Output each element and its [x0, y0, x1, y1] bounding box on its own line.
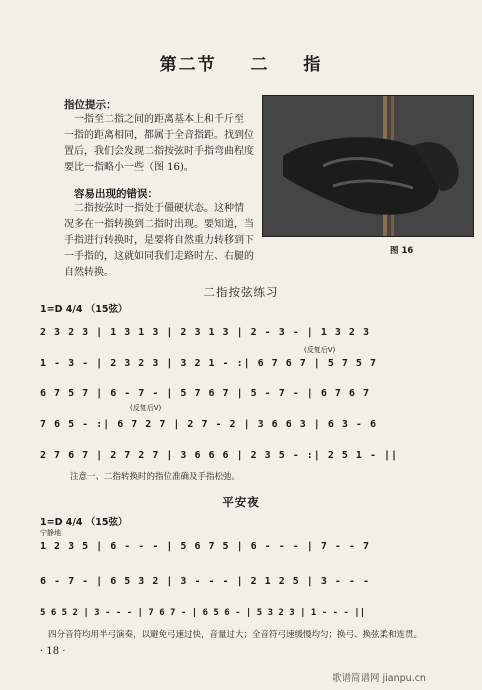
tips-paragraph: [64, 112, 260, 176]
repeat-mark: (反复后V): [304, 346, 336, 354]
repeat-mark: (反复后V): [130, 404, 162, 412]
section-title: [0, 50, 482, 75]
exercise-key: 1=D 4/4 （15弦）: [40, 304, 128, 315]
section-word-1: 二: [250, 55, 270, 75]
exercise-row: 1 - 3 - | 2 3 2 3 | 3 2 1 - :| 6 7 6 7 | 5 7 5 7: [40, 358, 377, 369]
song-note: 四分音符均用半弓演奏，以避免弓速过快，音量过大；全音符弓速缓慢均匀；换弓、换弦柔和连贯。: [48, 630, 423, 640]
errors-title: 容易出现的错误：: [74, 188, 158, 200]
section-word-2: 指: [303, 55, 323, 75]
tips-line: 一指的距离相同，都属于全音指距。找到位: [64, 130, 254, 141]
hand-photo: [262, 95, 474, 237]
exercise-row: 6 7 5 7 | 6 - 7 - | 5 7 6 7 | 5 - 7 - | 6 7 6 7: [40, 388, 370, 399]
errors-paragraph: [64, 201, 260, 281]
song-row: 6 - 7 - | 6 5 3 2 | 3 - - - | 2 1 2 5 | 3 - - -: [40, 576, 370, 587]
exercise-note: 注意一、二指转换时的指位准确及手指松弛。: [70, 472, 241, 482]
errors-line: 手指进行转换时，是要将自然重力转移到下: [64, 235, 254, 246]
exercise-title: 二指按弦练习: [203, 285, 279, 299]
song-row: 5 6 5 2 | 3 - - - | 7 6 7 - | 6 5 6 - | 5 3 2 3 | 1 - - - ||: [40, 608, 366, 618]
errors-line: 自然转换。: [64, 267, 114, 278]
song-title: 平安夜: [222, 495, 260, 509]
tips-line: 要比一指略小一些（图 16)。: [64, 162, 194, 173]
exercise-row: 2 3 2 3 | 1 3 1 3 | 2 3 1 3 | 2 - 3 - | 1 3 2 3: [40, 327, 370, 338]
tips-line: 置后，我们会发现二指按弦时手指弯曲程度: [64, 146, 254, 157]
errors-line: 二指按弦时一指处于僵硬状态。这种情: [74, 203, 244, 214]
figure-caption: 图 16: [390, 246, 414, 256]
section-number: 第二节: [159, 55, 217, 75]
page-number: · 18 ·: [40, 646, 66, 657]
errors-line: 一手指的，这就如同我们走路时左、右腿的: [64, 251, 254, 262]
song-key: 1=D 4/4 （15弦）: [40, 517, 128, 528]
errors-line: 况多在一指转换到二指时出现。要知道，当: [64, 219, 254, 230]
tips-title: 指位提示：: [64, 99, 117, 111]
hand-photo-icon: [263, 96, 473, 236]
song-row: 1 2 3 5 | 6 - - - | 5 6 7 5 | 6 - - - | 7 - - 7: [40, 541, 370, 552]
exercise-row: 7 6 5 - :| 6 7 2 7 | 2 7 - 2 | 3 6 6 3 | 6 3 - 6: [40, 419, 377, 430]
exercise-row: 2 7 6 7 | 2 7 2 7 | 3 6 6 6 | 2 3 5 - :| 2 5 1 - ||: [40, 450, 399, 461]
tips-line: 一指至二指之间的距离基本上和千斤至: [74, 114, 244, 125]
watermark: 歌谱简谱网 jianpu.cn: [332, 673, 426, 684]
song-tempo: 宁静地: [40, 529, 61, 537]
